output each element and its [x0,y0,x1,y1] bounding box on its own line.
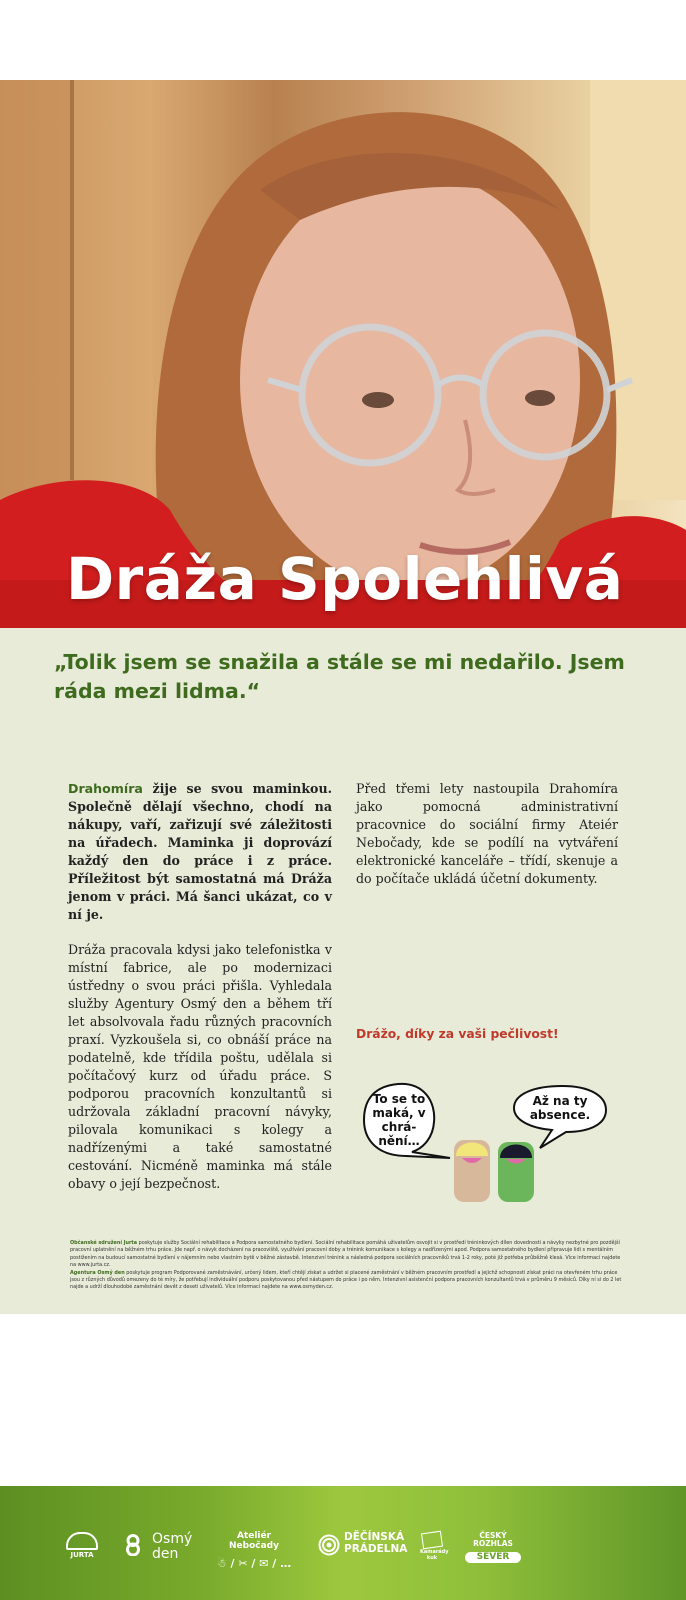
speech-bubble-left-text: To se to maká, v chrá-nění… [372,1092,426,1148]
organizations-footnote [70,1240,622,1292]
yurt-icon [66,1532,98,1550]
cesky-rozhlas-logo [462,1532,524,1563]
story-column-right [356,780,618,905]
intro-paragraph [68,780,332,924]
thanks-line: Drážo, díky za vaši pečlivost! [356,1027,559,1041]
cartoon-illustration [362,1082,608,1206]
atelier-logo-text: Ateliér Nebočady [229,1531,279,1551]
pull-quote: „Tolik jsem se snažila a stále se mi nedařilo. Jsem ráda mezi lidma.“ [54,650,625,703]
jurta-logo [66,1532,98,1560]
atelier-nebocady-logo [214,1532,294,1570]
kamarady-kuk-logo [420,1532,449,1561]
intro-first-name: Drahomíra [68,781,143,796]
rozhlas-logo-text: ČESKÝ ROZHLAS [473,1531,513,1549]
speech-bubble-right-text: Až na ty absence. [529,1094,591,1122]
footnote-org-osmy-den: Agentura Osmý den [70,1269,125,1276]
eight-icon [122,1534,144,1556]
story-paragraph-3: Před třemi lety nastoupila Drahomíra jako pomocná administrativní pracovnice do sociální firmy Ateiér Nebočady, kde se podílí na vytváření elektronické kanceláře – třídí, skenuje a do počítače ukládá účetní dokumenty. [356,781,618,886]
swirl-icon [318,1534,340,1556]
osmy-den-logo-text: Osmý den [152,1531,193,1563]
sponsor-footer [0,1486,686,1600]
rozhlas-sever-badge: SEVER [465,1552,521,1564]
footnote-org-jurta: Občanské sdružení Jurta [70,1240,138,1246]
story-column-left [68,780,332,1210]
kuk-logo-text: Kamarády kuk [420,1549,449,1561]
jurta-logo-text: JURTA [70,1551,94,1559]
pradelna-logo-text: DĚČÍNSKÁ PRÁDELNA [344,1531,408,1555]
kuk-box-icon [421,1531,443,1550]
atelier-activity-icons: ☃ / ✂ / ✉ / … [216,1556,292,1570]
intro-text: žije se svou maminkou. Společně dělají všechno, chodí na nákupy, vaří, zařizují své záležitosti na úřadech. Maminka ji doprovází každý den do práce i z práce. Příležitost být samostatná má Dráža jenom v práci. Má šanci ukázat, co v ní je. [68,781,332,922]
footnote-text-osmy-den: poskytuje program Podporované zaměstnávání, určený lidem, kteří chtějí získat a udržet si placené zaměstnání v běžném pracovním prostředí a jejichž schopnosti získat práci na otevřeném trhu práce jsou z různých důvodů omezeny do té míry, že potřebují individuální podporu poskytovanou před nástupem do práce i po něm. Intenzivní asistenční podpora pracovních konzultantů trvá v průměru 9 měsíců. Díky ní si do 2 let najde a udrží dlouhodobé zaměstnání devět z deseti uživatelů. Více informací najdete na www.osmyden.cz. [70,1269,622,1291]
portrait-name: Dráža Spolehlivá [66,545,624,613]
footnote-text-jurta: poskytuje služby Sociální rehabilitace a Podpora samostatného bydlení. Sociální rehabilitace pomáhá uživatelům osvojit si v prostředí tréninkových dílen dovednosti a návyky nezbytné pro pozdější pracovní uplatnění na běžném trhu práce. Jde např. o návyk docházení na pracoviště, využívání pracovní doby a trénink komunikace s kolegy a nadřízenými apod. Podpora samostatného bydlení připravuje lidi s mentálním postižením na budoucí samostatné bydlení v nájemním nebo vlastním bytě v běžné zástavbě. Intenzivní trénink a následná podpora sociálních pracovníků trvá 1-2 roky, poté již potřeba průběžně klesá. Více informací najdete na www.jurta.cz. [70,1240,621,1269]
story-paragraph-2: Dráža pracovala kdysi jako telefonistka v místní fabrice, ale po modernizaci ústředny o svou práci přišla. Vyhledala služby Agentury Osmý den a během tří let absolvovala řadu různých pracovních praxí. Vyzkoušela si, co obnáší práce na podatelně, kde třídila poštu, udělala si počítačový kurz od úřadu práce. S podporou pracovních konzultantů si udržovala základní pracovní návyky, pilovala komunikaci s kolegy a nadřízenými a také samostatné cestování. Nicméně maminka má stále obavy o její bezpečnost. [68,942,332,1191]
